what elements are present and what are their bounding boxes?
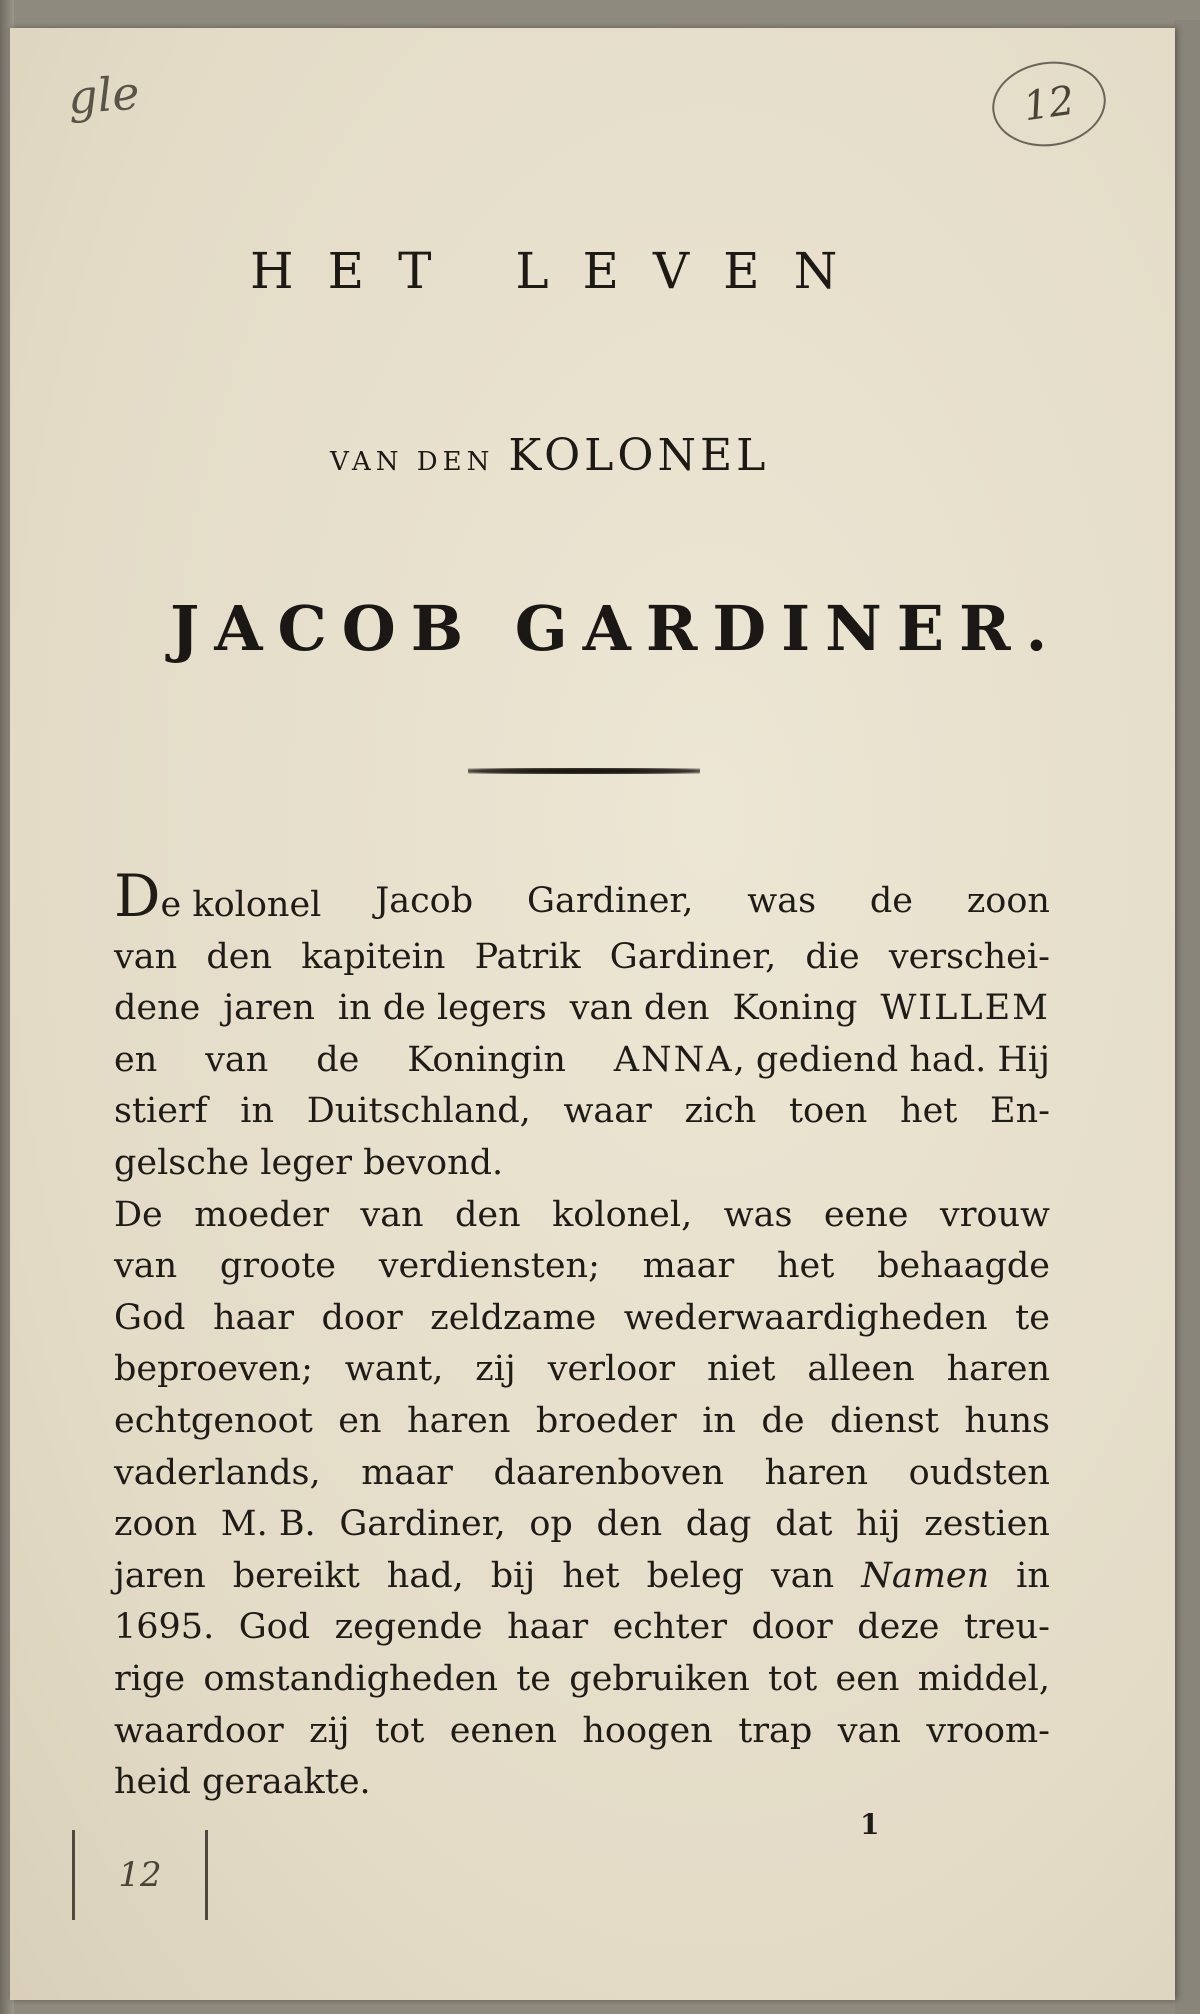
title-line-2-large: KOLONEL — [508, 430, 770, 481]
text-line: stierf in Duitschland, waar zich toen het En- — [114, 1091, 1050, 1132]
text-line: en van de Koningin ANNA, gediend had. Hij — [114, 1039, 1050, 1080]
title-line-2 — [330, 430, 830, 481]
text-line: jaren bereikt had, bij het beleg van Namen in — [114, 1551, 1050, 1603]
text-line: van groote verdiensten; maar het behaagde — [114, 1246, 1050, 1287]
title-line-3: JACOB GARDINER. — [170, 592, 1063, 665]
queen-name: ANNA — [613, 1039, 734, 1080]
text-line: De kolonel Jacob Gardiner, was de zoon — [114, 862, 1050, 930]
ornamental-rule — [468, 768, 700, 774]
text-line: heid geraakte. — [114, 1762, 371, 1803]
handwritten-annotation: gle — [66, 65, 142, 125]
text-line: van den kapitein Patrik Gardiner, die verschei- — [114, 936, 1050, 977]
king-name: WILLEM — [880, 988, 1050, 1029]
text-line: God haar door zeldzame wederwaardigheden te — [114, 1297, 1050, 1338]
text-line: 1695. God zegende haar echter door deze treu- — [114, 1607, 1050, 1648]
text-line: dene jaren in de legers van den Koning WILLEM — [114, 983, 1050, 1035]
title-line-2-small: VAN DEN — [330, 447, 495, 477]
drop-capital: D — [114, 862, 161, 930]
adjacent-page-edge — [1175, 20, 1200, 2014]
page-number: 1 — [860, 1808, 880, 1841]
bracketed-page-number — [72, 1830, 208, 1920]
text-line: echtgenoot en haren broeder in de dienst huns — [114, 1400, 1050, 1441]
text-line: beproeven; want, zij verloor niet alleen haren — [114, 1349, 1050, 1390]
title-line-1: HET LEVEN — [250, 242, 872, 300]
place-name: Namen — [861, 1555, 990, 1596]
text-line: zoon M. B. Gardiner, op den dag dat hij zestien — [114, 1504, 1050, 1545]
text-line: waardoor zij tot eenen hoogen trap van vroom- — [114, 1710, 1050, 1751]
text-line: vaderlands, maar daarenboven haren oudsten — [114, 1452, 1050, 1493]
text-line: De moeder van den kolonel, was eene vrouw — [114, 1194, 1050, 1235]
bracketed-number-text: 12 — [118, 1855, 162, 1895]
circled-number-text: 12 — [1020, 77, 1078, 131]
text-line: gelsche leger bevond. — [114, 1142, 504, 1183]
body-text — [114, 862, 1050, 1809]
text-line: rige omstandigheden te gebruiken tot een middel, — [114, 1658, 1050, 1699]
